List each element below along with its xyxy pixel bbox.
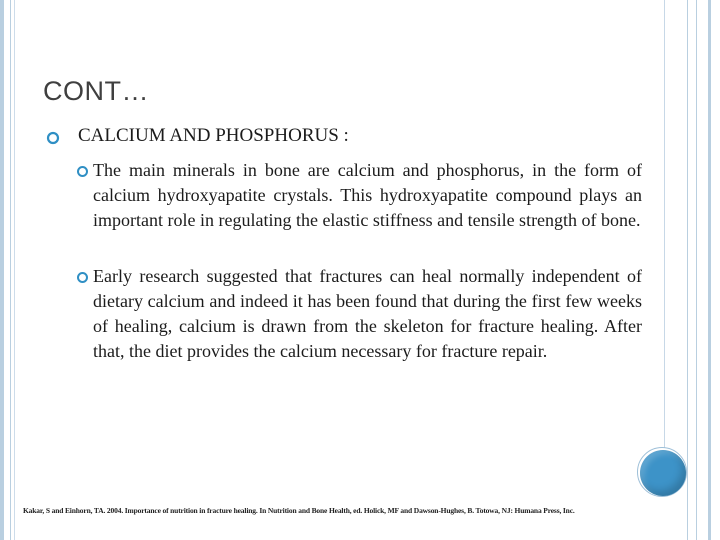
ring-bullet-icon — [76, 165, 89, 178]
bullet-text: Early research suggested that fractures can heal normally independent of dietary calcium and indeed it has been found that during the first few weeks of healing, calcium is drawn from the skeleton for fracture healing. After that, the diet provides the calcium necessary for fracture repair. — [93, 266, 642, 361]
frame-right-border — [708, 0, 711, 540]
frame-right-line — [687, 0, 688, 540]
frame-right-guide-line — [664, 0, 665, 448]
decorative-circle — [640, 450, 686, 496]
ring-bullet-icon — [76, 271, 89, 284]
bullet-text: The main minerals in bone are calcium and phosphorus, in the form of calcium hydroxyapatite crystals. This hydroxyapatite compound plays an important role in regulating the elastic stiffness and tensile strength of bone. — [93, 160, 642, 230]
citation-footnote: Kakar, S and Einhorn, TA. 2004. Importance of nutrition in fracture healing. In Nutrition and Bone Health, ed. Holick, MF and Dawson-Hughes, B. Totowa, NJ: Humana Press, Inc. — [23, 506, 575, 515]
frame-left-line — [14, 0, 15, 540]
section-heading: CALCIUM AND PHOSPHORUS : — [78, 125, 349, 146]
frame-left-line — [10, 0, 11, 540]
ring-bullet-icon — [46, 131, 60, 145]
frame-left-border — [0, 0, 4, 540]
slide-title: CONT… — [43, 76, 149, 106]
frame-right-line — [696, 0, 697, 540]
